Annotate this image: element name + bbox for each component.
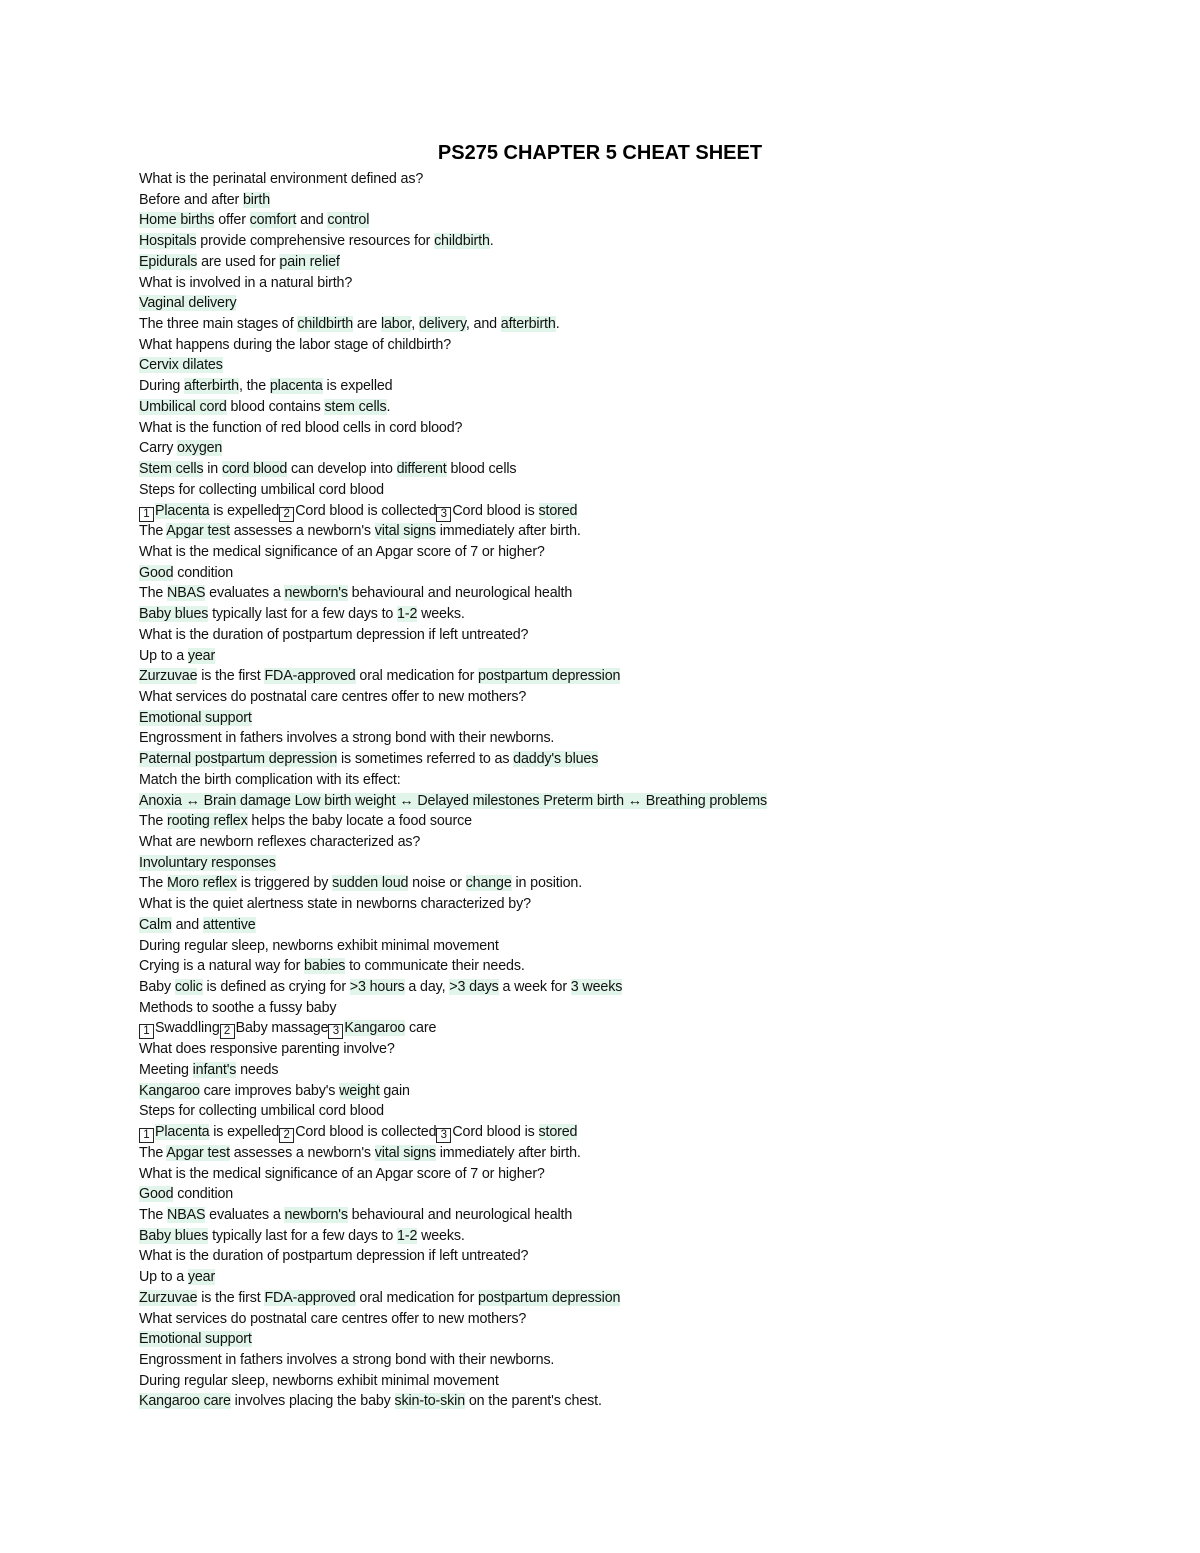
line-text: , (411, 316, 419, 333)
line-text: Cord blood is (452, 1124, 539, 1141)
line-text: Cord blood is (452, 502, 539, 519)
highlighted-term: afterbirth (500, 316, 556, 333)
text-line (139, 873, 1169, 894)
text-line (139, 832, 1169, 853)
line-text: During (139, 378, 185, 395)
line-text: What are newborn reflexes characterized as? (139, 834, 421, 850)
text-line (139, 418, 1169, 439)
text-line (139, 1143, 1169, 1164)
line-text: on the parent's chest. (465, 1393, 602, 1410)
line-text: is the first (197, 1289, 265, 1306)
line-text: is sometimes referred to as (337, 751, 514, 768)
line-text: needs (236, 1061, 279, 1078)
line-text: are (353, 316, 381, 333)
text-line (139, 231, 1169, 252)
line-text: gain (379, 1082, 410, 1099)
line-text: is the first (197, 668, 265, 685)
line-text: Baby massage (235, 1020, 329, 1037)
line-text: Up to a (139, 1269, 188, 1286)
line-text: . (555, 316, 560, 333)
text-line (139, 1164, 1169, 1185)
line-text: What is the duration of postpartum depression if left untreated? (139, 626, 529, 643)
highlighted-term: Kangaroo care (139, 1393, 231, 1410)
line-text: What services do postnatal care centres offer to new mothers? (139, 688, 527, 705)
text-line (139, 376, 1169, 397)
text-line (139, 1350, 1169, 1371)
text-line (139, 1309, 1169, 1330)
text-line (139, 252, 1169, 273)
line-text: The three main stages of (139, 316, 298, 333)
line-text: Crying is a natural way for (139, 958, 305, 975)
text-line (139, 625, 1169, 646)
text-line (139, 542, 1169, 563)
text-line (139, 273, 1169, 294)
line-text: immediately after birth. (435, 523, 581, 540)
line-text: Match the birth complication with its effect: (139, 771, 401, 788)
highlighted-term: Baby blues (139, 606, 209, 623)
line-text: oral medication for (355, 1289, 479, 1306)
step-number-box: 2 (220, 1024, 235, 1039)
highlighted-term: stem cells (324, 398, 387, 415)
line-text: is expelled (322, 378, 393, 395)
line-text: . (489, 233, 494, 250)
highlighted-term: Umbilical cord (139, 398, 227, 415)
text-line (139, 293, 1169, 314)
highlighted-term: delivery (418, 316, 466, 333)
line-text: a week for (498, 979, 571, 996)
line-text: , the (238, 378, 270, 395)
highlighted-term: Emotional support (139, 709, 252, 726)
highlighted-term: 3 weeks (570, 979, 623, 996)
text-line (139, 791, 1169, 812)
highlighted-term: FDA-approved (264, 1289, 356, 1306)
highlighted-term: 1-2 (397, 606, 418, 623)
step-number-box: 3 (328, 1024, 343, 1039)
highlighted-term: babies (304, 958, 346, 975)
line-text: condition (173, 564, 234, 581)
text-line (139, 335, 1169, 356)
highlighted-term: 1-2 (397, 1227, 418, 1244)
line-text: can develop into (287, 461, 397, 478)
text-line (139, 811, 1169, 832)
text-line (139, 169, 1169, 190)
text-line (139, 894, 1169, 915)
cheat-sheet-lines (139, 169, 1169, 1412)
highlighted-term: daddy's blues (513, 751, 599, 768)
text-line (139, 666, 1169, 687)
highlighted-term: vital signs (374, 1144, 436, 1161)
line-text: The (139, 523, 167, 540)
line-text: evaluates a (205, 585, 285, 602)
page-title: PS275 CHAPTER 5 CHEAT SHEET (437, 142, 763, 164)
highlighted-term: Placenta (155, 502, 210, 519)
text-line (139, 1018, 1169, 1039)
line-text: weeks. (417, 606, 465, 623)
highlighted-term: infant's (192, 1061, 237, 1078)
highlighted-term: Emotional support (139, 1331, 252, 1348)
line-text: noise or (408, 875, 466, 892)
text-line (139, 770, 1169, 791)
line-text: typically last for a few days to (208, 1227, 398, 1244)
line-text: evaluates a (205, 1206, 285, 1223)
line-text: and (171, 916, 203, 933)
highlighted-term: childbirth (297, 316, 354, 333)
text-line (139, 563, 1169, 584)
line-text: Carry (139, 440, 178, 457)
text-line (139, 936, 1169, 957)
highlighted-term: Paternal postpartum depression (139, 751, 338, 768)
text-line (139, 1226, 1169, 1247)
text-line (139, 708, 1169, 729)
highlighted-term: weight (339, 1082, 380, 1099)
highlighted-term: stored (538, 1124, 578, 1141)
text-line (139, 1081, 1169, 1102)
text-line (139, 583, 1169, 604)
line-text: care (405, 1020, 437, 1037)
text-line (139, 1060, 1169, 1081)
line-text: Engrossment in fathers involves a strong bond with their newborns. (139, 1351, 555, 1368)
highlighted-term: Home births (139, 212, 215, 229)
line-text: oral medication for (355, 668, 479, 685)
text-line (139, 521, 1169, 542)
highlighted-term: vital signs (374, 523, 436, 540)
text-line (139, 501, 1169, 522)
highlighted-term: Good (139, 1186, 174, 1203)
highlighted-term: postpartum depression (478, 1289, 621, 1306)
text-line (139, 190, 1169, 211)
line-text: During regular sleep, newborns exhibit minimal movement (139, 937, 499, 954)
step-number-box: 1 (139, 1024, 154, 1039)
text-line (139, 1288, 1169, 1309)
highlighted-term: Apgar test (166, 1144, 230, 1161)
line-text: assesses a newborn's (229, 523, 375, 540)
highlighted-term: Epidurals (139, 253, 198, 270)
highlighted-term: postpartum depression (478, 668, 621, 685)
line-text: care improves baby's (199, 1082, 340, 1099)
line-text: condition (173, 1186, 234, 1203)
text-line (139, 1246, 1169, 1267)
highlighted-term: skin-to-skin (394, 1393, 465, 1410)
text-line (139, 604, 1169, 625)
highlighted-term: Kangaroo (139, 1082, 200, 1099)
line-text: is defined as crying for (202, 979, 350, 996)
line-text: The (139, 1206, 168, 1223)
text-line (139, 438, 1169, 459)
text-line (139, 915, 1169, 936)
highlighted-term: Anoxia ↔ Brain damage Low birth weight ↔ Delayed milestones Preterm birth ↔ Breathing problems (139, 792, 767, 809)
highlighted-term: newborn's (284, 585, 348, 602)
step-number-box: 1 (139, 507, 154, 522)
text-line (139, 1205, 1169, 1226)
step-number-box: 3 (436, 1128, 451, 1143)
line-text: Steps for collecting umbilical cord blood (139, 481, 384, 498)
highlighted-term: year (187, 647, 216, 664)
line-text: During regular sleep, newborns exhibit minimal movement (139, 1372, 499, 1389)
line-text: The (139, 1144, 167, 1161)
line-text: involves placing the baby (230, 1393, 395, 1410)
step-number-box: 3 (436, 507, 451, 522)
line-text: The (139, 585, 168, 602)
line-text: behavioural and neurological health (347, 585, 573, 602)
highlighted-term: year (187, 1269, 216, 1286)
line-text: offer (214, 212, 250, 229)
text-line (139, 646, 1169, 667)
text-line (139, 749, 1169, 770)
line-text: What does responsive parenting involve? (139, 1041, 395, 1058)
line-text: are used for (197, 253, 280, 270)
highlighted-term: change (465, 875, 512, 892)
line-text: provide comprehensive resources for (196, 233, 435, 250)
line-text: Swaddling (155, 1020, 220, 1037)
line-text: is triggered by (236, 875, 333, 892)
line-text: Before and after (139, 191, 243, 208)
highlighted-term: Stem cells (139, 461, 204, 478)
line-text: Cord blood is collected (295, 1124, 437, 1141)
highlighted-term: Apgar test (166, 523, 230, 540)
highlighted-term: sudden loud (332, 875, 409, 892)
step-number-box: 1 (139, 1128, 154, 1143)
line-text: What services do postnatal care centres offer to new mothers? (139, 1310, 527, 1327)
line-text: Methods to soothe a fussy baby (139, 999, 337, 1016)
highlighted-term: afterbirth (184, 378, 239, 395)
highlighted-term: stored (538, 502, 578, 519)
text-line (139, 1101, 1169, 1122)
highlighted-term: FDA-approved (264, 668, 356, 685)
line-text: to communicate their needs. (345, 958, 525, 975)
step-number-box: 2 (279, 1128, 294, 1143)
line-text: Cord blood is collected (295, 502, 437, 519)
line-text: Steps for collecting umbilical cord blood (139, 1103, 384, 1120)
highlighted-term: NBAS (167, 1206, 206, 1223)
text-line (139, 977, 1169, 998)
line-text: What happens during the labor stage of childbirth? (139, 336, 452, 353)
highlighted-term: NBAS (167, 585, 206, 602)
line-text: What is the medical significance of an Apgar score of 7 or higher? (139, 1165, 545, 1182)
line-text: behavioural and neurological health (347, 1206, 573, 1223)
text-line (139, 728, 1169, 749)
line-text: What is the perinatal environment defined as? (139, 171, 424, 187)
step-number-box: 2 (279, 507, 294, 522)
highlighted-term: Moro reflex (167, 875, 237, 892)
text-line (139, 853, 1169, 874)
line-text: blood cells (446, 461, 517, 478)
highlighted-term: Involuntary responses (139, 854, 276, 871)
text-line (139, 1329, 1169, 1350)
line-text: is expelled (209, 1124, 280, 1141)
highlighted-term: birth (242, 191, 271, 208)
text-line (139, 459, 1169, 480)
line-text: What is involved in a natural birth? (139, 274, 353, 291)
line-text: weeks. (417, 1227, 465, 1244)
text-line (139, 956, 1169, 977)
highlighted-term: labor (380, 316, 412, 333)
highlighted-term: >3 days (449, 979, 499, 996)
line-text: and (296, 212, 328, 229)
highlighted-term: newborn's (284, 1206, 348, 1223)
line-text: Engrossment in fathers involves a strong bond with their newborns. (139, 730, 555, 747)
line-text: in (203, 461, 222, 478)
line-text: assesses a newborn's (229, 1144, 375, 1161)
highlighted-term: comfort (249, 212, 297, 229)
line-text: What is the medical significance of an Apgar score of 7 or higher? (139, 543, 545, 560)
line-text: The (139, 875, 168, 892)
highlighted-term: rooting reflex (167, 813, 248, 830)
highlighted-term: cord blood (221, 461, 288, 478)
line-text: helps the baby locate a food source (247, 813, 472, 830)
highlighted-term: different (396, 461, 447, 478)
line-text: in position. (511, 875, 583, 892)
line-text: Baby (139, 979, 175, 996)
text-line (139, 1267, 1169, 1288)
highlighted-term: Zurzuvae (139, 668, 198, 685)
text-line (139, 210, 1169, 231)
line-text: blood contains (226, 398, 325, 415)
line-text: Meeting (139, 1061, 193, 1078)
text-line (139, 355, 1169, 376)
highlighted-term: pain relief (279, 253, 340, 270)
line-text: The (139, 813, 168, 830)
highlighted-term: placenta (269, 378, 323, 395)
line-text: is expelled (209, 502, 280, 519)
highlighted-term: >3 hours (349, 979, 405, 996)
text-line (139, 1391, 1169, 1412)
line-text: a day, (404, 979, 450, 996)
highlighted-term: Kangaroo (344, 1020, 406, 1037)
highlighted-term: Calm (139, 916, 172, 933)
highlighted-term: Zurzuvae (139, 1289, 198, 1306)
highlighted-term: Placenta (155, 1124, 210, 1141)
highlighted-term: Good (139, 564, 174, 581)
highlighted-term: control (327, 212, 370, 229)
highlighted-term: Vaginal delivery (139, 295, 237, 312)
line-text: , and (465, 316, 501, 333)
text-line (139, 998, 1169, 1019)
line-text: Up to a (139, 647, 188, 664)
line-text: What is the quiet alertness state in newborns characterized by? (139, 896, 531, 913)
text-line (139, 480, 1169, 501)
text-line (139, 1122, 1169, 1143)
line-text: What is the function of red blood cells in cord blood? (139, 419, 463, 436)
line-text: What is the duration of postpartum depression if left untreated? (139, 1248, 529, 1265)
line-text: typically last for a few days to (208, 606, 398, 623)
text-line (139, 1371, 1169, 1392)
line-text: immediately after birth. (435, 1144, 581, 1161)
highlighted-term: attentive (202, 916, 256, 933)
text-line (139, 1039, 1169, 1060)
highlighted-term: childbirth (434, 233, 490, 250)
line-text: . (386, 398, 391, 415)
highlighted-term: oxygen (177, 440, 223, 457)
text-line (139, 687, 1169, 708)
highlighted-term: Cervix dilates (139, 357, 223, 374)
text-line (139, 1184, 1169, 1205)
text-line (139, 397, 1169, 418)
highlighted-term: Hospitals (139, 233, 197, 250)
text-line (139, 314, 1169, 335)
highlighted-term: colic (174, 979, 203, 996)
highlighted-term: Baby blues (139, 1227, 209, 1244)
